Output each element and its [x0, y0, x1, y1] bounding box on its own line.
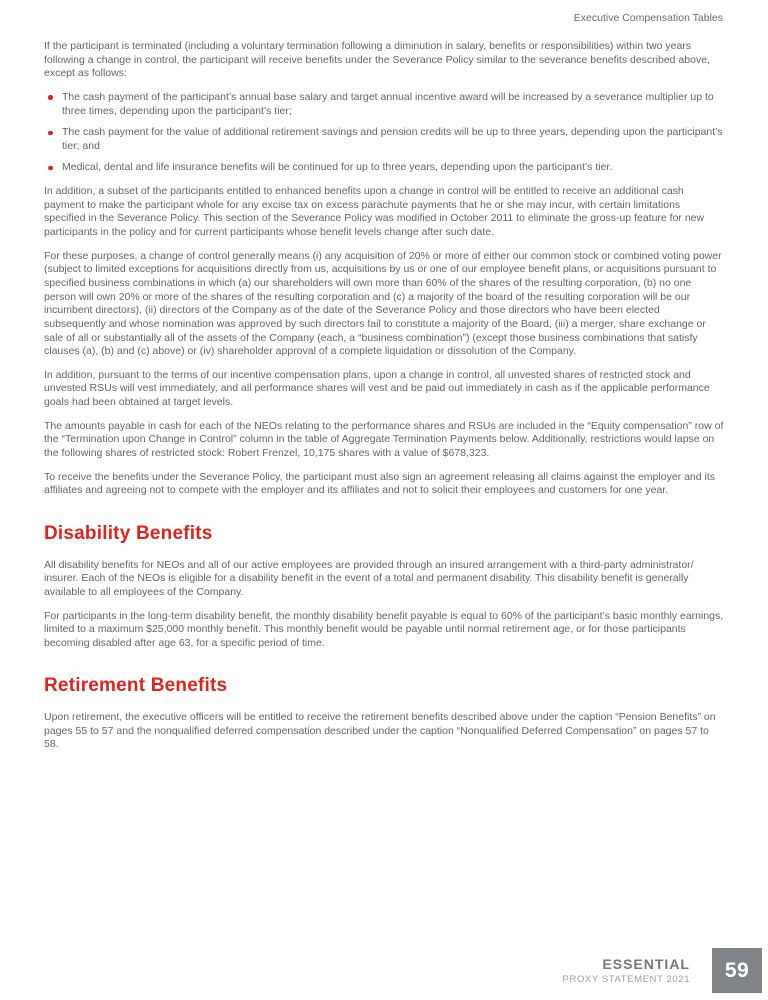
- body-paragraph: In addition, a subset of the participants entitled to enhanced benefits upon a change in control will be entitled to receive an additional cash payment to make the participant whole for any excise tax on excess parachute payments that he or she may incur, with certain limitations specified in the Severance Policy. This section of the Severance Policy was modified in October 2011 to eliminate the gross-up feature for new participants in the policy and for current participants whose benefit levels change after such date.: [44, 185, 705, 239]
- body-paragraph: In addition, pursuant to the terms of our incentive compensation plans, upon a change in control, all unvested shares of restricted stock and unvested RSUs will vest immediately, and all performance shares will vest and be paid out immediately in cash as if the applicable performance goals had been obtained at target levels.: [44, 368, 710, 409]
- body-paragraph: To receive the benefits under the Severance Policy, the participant must also sign an agreement releasing all claims against the employer and its affiliates and agreeing not to compete with the employer and its affiliates and not to solicit their employees and customers for one year.: [44, 470, 716, 497]
- running-header: Executive Compensation Tables: [573, 12, 723, 24]
- page-number-box: [712, 948, 762, 993]
- page-content: [44, 40, 724, 762]
- footer-subtitle: PROXY STATEMENT 2021: [562, 974, 690, 985]
- body-paragraph: Upon retirement, the executive officers will be entitled to receive the retirement benefits described above under the caption “Pension Benefits” on pages 55 to 57 and the nonqualified deferred compensation described under the caption “Nonqualified Deferred Compensation” on pages 57 to 58.: [44, 711, 716, 751]
- footer-brand: ESSENTIAL: [602, 956, 690, 972]
- intro-paragraph: If the participant is terminated (including a voluntary termination following a diminution in salary, benefits or responsibilities) within two years following a change in control, the participant will receive benefits under the Severance Policy similar to the severance benefits described above, except as follows:: [44, 40, 710, 80]
- bullet-icon: [48, 131, 53, 136]
- bullet-item: [44, 91, 724, 118]
- page-number: 59: [724, 958, 750, 982]
- bullet-item: [44, 126, 724, 153]
- body-paragraph: For these purposes, a change of control generally means (i) any acquisition of 20% or more of either our common stock or combined voting power (subject to limited exceptions for acquisitions directly from us, acquisitions by us or one of our employee benefit plans, or acquisitions pursuant to specified business combinations in which (a) our shareholders will own more than 60% of the shares of the resulting corporation, (b) no one person will own 20% or more of the shares of the resulting corporation and (c) a majority of the board of the resulting corporation will be our incumbent directors), (ii) directors of the Company as of the date of the Severance Policy and those directors who have been elected subsequently and whose nomination was approved by such directors fail to constitute a majority of the Board, (iii) a merger, share exchange or sale of all or substantially all of the assets of the Company (each, a “business combination”) (except those business combinations that satisfy clauses (a), (b) and (c) above) or (iv) shareholder approval of a complete liquidation or dissolution of the Company.: [44, 249, 722, 358]
- footer: [563, 956, 690, 985]
- section-heading-disability-benefits: Disability Benefits: [44, 522, 213, 544]
- bullet-text: The cash payment of the participant’s annual base salary and target annual incentive award will be increased by a severance multiplier up to three times, depending upon the participant’s tier;: [62, 90, 714, 117]
- bullet-icon: [48, 166, 53, 171]
- bullet-text: The cash payment for the value of additional retirement savings and pension credits will be up to three years, depending upon the participant’s tier; and: [62, 126, 723, 152]
- bullet-icon: [48, 95, 53, 100]
- body-paragraph: For participants in the long-term disability benefit, the monthly disability benefit payable is equal to 60% of the participant’s basic monthly earnings, limited to a maximum $25,000 monthly benefit. This monthly benefit would be payable until normal retirement age, or for those participants becoming disabled after age 63, for a specific period of time.: [44, 609, 724, 649]
- body-paragraph: The amounts payable in cash for each of the NEOs relating to the performance shares and RSUs are included in the “Equity compensation” row of the “Termination upon Change in Control” column in the table of Aggregate Termination Payments below. Additionally, restrictions would lapse on the following shares of restricted stock: Robert Frenzel, 10,175 shares with a value of $678,323.: [44, 419, 724, 460]
- body-paragraph: All disability benefits for NEOs and all of our active employees are provided through an insured arrangement with a third-party administrator/ insurer. Each of the NEOs is eligible for a disability benefit in the event of a total and permanent disability. This disability benefit is generally available to all employees of the Company.: [44, 558, 694, 598]
- section-heading-retirement-benefits: Retirement Benefits: [44, 675, 228, 697]
- bullet-list: [44, 91, 724, 175]
- bullet-item: [44, 161, 724, 175]
- bullet-text: Medical, dental and life insurance benefits will be continued for up to three years, depending upon the participant’s tier.: [62, 161, 613, 174]
